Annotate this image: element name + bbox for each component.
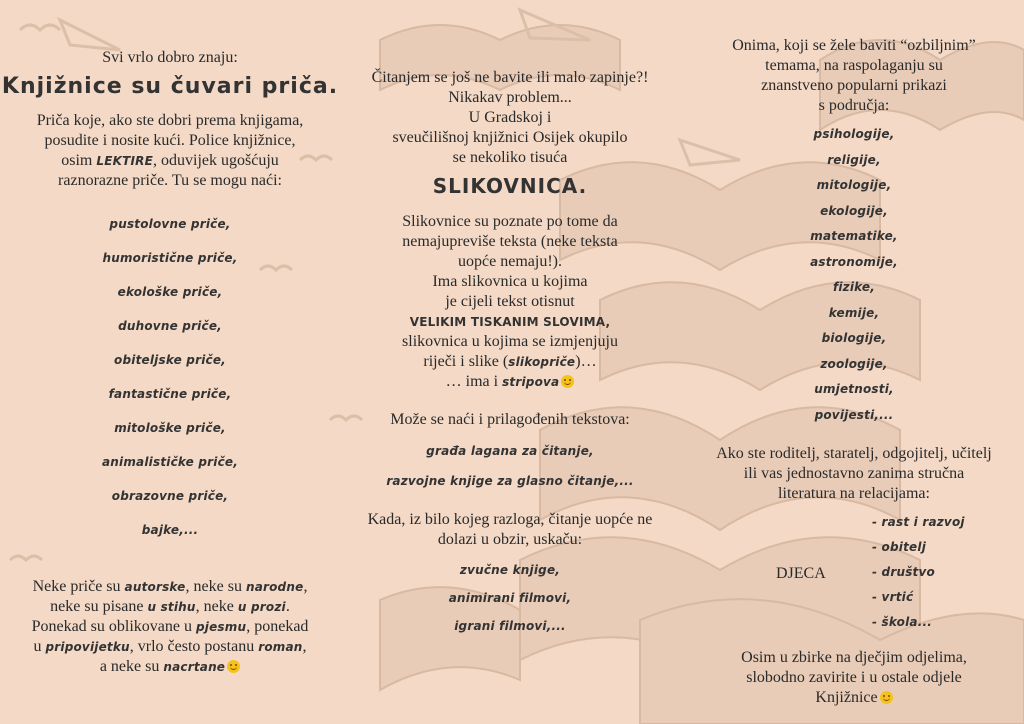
u-stihu-word: u stihu <box>147 600 196 614</box>
para-line: Neke priče su autorske, neke su narodne, <box>32 578 308 595</box>
text-line: dolazi u obzir, uskaču: <box>437 531 583 548</box>
field-item: kemije, <box>828 305 880 320</box>
text-line: s područja: <box>818 97 890 114</box>
media-item: igrani filmovi,... <box>454 619 566 633</box>
slikoprice-word: slikopriče <box>508 355 576 369</box>
text-line: Knjižnice <box>684 688 1024 708</box>
field-item: religije, <box>827 152 881 167</box>
text-line: Nikakav problem... <box>448 89 572 106</box>
para-line: u pripovijetku, vrlo često postanu roman, <box>33 638 307 655</box>
column-libraries-stories <box>0 0 340 677</box>
para-line: osim LEKTIRE, oduvijek ugošćuju <box>61 152 279 169</box>
genre-item: pustolovne priče, <box>109 217 231 231</box>
djeca-label: DJECA <box>776 565 826 582</box>
nonfiction-intro <box>684 36 1024 116</box>
u-prozi-word: u prozi <box>237 600 286 614</box>
text-line: Ima slikovnica u kojima <box>432 273 588 290</box>
relation-item: - vrtić <box>872 590 914 604</box>
para-line: raznorazne priče. Tu se mogu naći: <box>58 172 282 189</box>
text-line: Onima, koji se žele baviti “ozbiljnim” <box>732 37 976 54</box>
text-line: znanstveno popularni prikazi <box>761 77 947 94</box>
velikim-slovima-text: VELIKIM TISKANIM SLOVIMA, <box>409 315 611 329</box>
media-item: animirani filmovi, <box>448 591 572 605</box>
relations-list <box>872 510 965 635</box>
lektire-word: LEKTIRE <box>96 154 153 168</box>
para-line: Ponekad su oblikovane u pjesmu, ponekad <box>31 618 309 635</box>
cant-read-text <box>340 510 680 550</box>
smiley-icon <box>561 375 574 388</box>
column-picture-books <box>340 0 680 640</box>
pjesmu-word: pjesmu <box>195 620 247 634</box>
field-item: astronomije, <box>810 254 898 269</box>
genre-item: humoristične priče, <box>102 251 238 265</box>
text-line: temama, na raspolaganju su <box>765 57 943 74</box>
field-item: ekologije, <box>820 203 888 218</box>
text-line: riječi i slike (slikopriče)… <box>423 353 597 370</box>
smiley-icon <box>880 691 893 704</box>
para-line: neke su pisane u stihu, neke u prozi. <box>50 598 290 615</box>
text-line: sveučilišnoj knjižnici Osijek okupilo <box>392 129 628 146</box>
pripovijetku-word: pripovijetku <box>45 640 130 654</box>
text-line: … ima i stripova <box>340 372 680 392</box>
field-item: mitologije, <box>816 178 892 192</box>
relation-item: - obitelj <box>872 540 927 554</box>
text-line: se nekoliko tisuća <box>452 149 568 166</box>
text-line: nemajupreviše teksta (neke teksta <box>402 233 618 250</box>
media-item: zvučne knjige, <box>459 563 561 577</box>
text-line: Ako ste roditelj, staratelj, odgojitelj, učitelj <box>716 445 992 462</box>
closing-text <box>684 648 1024 708</box>
nacrtane-word: nacrtane <box>163 660 226 674</box>
roman-word: roman <box>258 640 303 654</box>
science-fields-list <box>684 122 1024 428</box>
headline: Knjižnice su čuvari priča. <box>1 74 339 99</box>
media-list <box>340 556 680 640</box>
text-line: Čitanjem se još ne bavite ili malo zapinje?! <box>371 69 649 86</box>
intro-text: Svi vrlo dobro znaju: <box>102 49 238 66</box>
text-line: Osim u zbirke na dječjim odjelima, <box>741 649 967 666</box>
genre-list <box>0 207 340 547</box>
field-item: biologije, <box>821 331 887 345</box>
relation-item: - društvo <box>872 565 935 579</box>
para-line: a neke su nacrtane <box>0 657 340 677</box>
text-line: Slikovnice su poznate po tome da <box>402 213 618 230</box>
text-line: slikovnica u kojima se izmjenjuju <box>402 333 618 350</box>
text-line: literatura na relacijama: <box>778 485 930 502</box>
picture-books-description <box>340 212 680 392</box>
field-item: povijesti,... <box>814 407 894 422</box>
stripova-word: stripova <box>502 375 560 389</box>
adapted-texts-intro: Može se naći i prilagođenih tekstova: <box>390 411 630 428</box>
relation-item: - škola... <box>872 615 932 629</box>
story-forms-paragraph <box>0 577 340 677</box>
field-item: matematike, <box>810 229 898 243</box>
genre-item: obrazovne priče, <box>111 489 229 503</box>
text-line: U Gradskoj i <box>468 109 552 126</box>
genre-item: bajke,... <box>141 523 199 537</box>
slikovnica-heading: SLIKOVNICA. <box>432 174 588 198</box>
genre-item: mitološke priče, <box>114 421 226 435</box>
text-line: Kada, iz bilo kojeg razloga, čitanje uopće ne <box>367 511 653 528</box>
genre-item: fantastične priče, <box>108 387 232 401</box>
adapted-item: građa lagana za čitanje, <box>426 444 594 458</box>
text-line: uopće nemaju!). <box>458 253 562 270</box>
narodne-word: narodne <box>245 580 304 594</box>
field-item: psihologije, <box>813 127 895 141</box>
genre-item: ekološke priče, <box>117 285 223 299</box>
autorske-word: autorske <box>124 580 186 594</box>
text-line: ili vas jednostavno zanima stručna <box>743 465 965 482</box>
text-line: slobodno zavirite i u ostale odjele <box>746 669 962 686</box>
relation-item: - rast i razvoj <box>872 515 965 529</box>
genre-item: obiteljske priče, <box>114 353 226 367</box>
picture-books-intro <box>340 68 680 168</box>
parents-text <box>684 444 1024 504</box>
adapted-texts-list <box>340 436 680 496</box>
genre-item: duhovne priče, <box>118 319 222 333</box>
text-line: je cijeli tekst otisnut <box>445 293 575 310</box>
field-item: zoologije, <box>820 356 888 371</box>
stories-paragraph <box>0 111 340 191</box>
children-relations <box>772 510 972 638</box>
field-item: fizike, <box>832 280 876 294</box>
genre-item: animalističke priče, <box>102 455 238 469</box>
field-item: umjetnosti, <box>814 382 894 396</box>
adapted-item: razvojne knjige za glasno čitanje,... <box>386 474 634 488</box>
para-line: Priča koje, ako ste dobri prema knjigama, <box>36 112 304 129</box>
smiley-icon <box>227 660 240 673</box>
para-line: posudite i nosite kući. Police knjižnice, <box>44 132 296 149</box>
column-nonfiction <box>684 0 1024 504</box>
